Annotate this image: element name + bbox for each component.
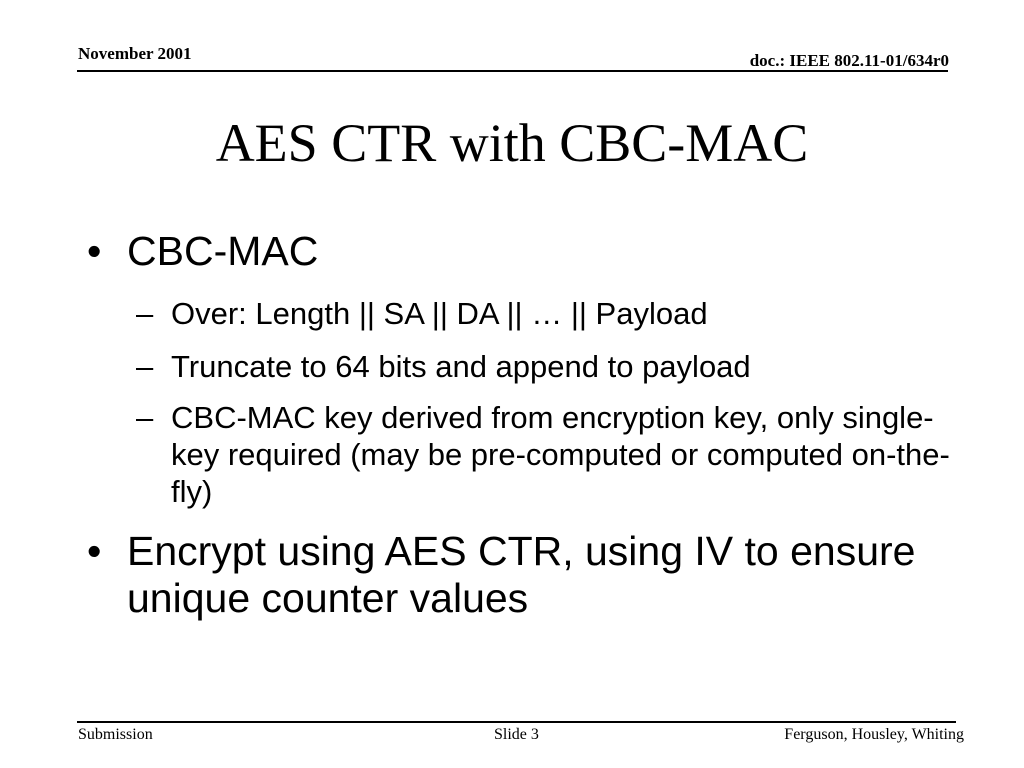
sub-bullet-item bbox=[82, 348, 962, 385]
dash-icon: – bbox=[136, 349, 154, 384]
sub-bullet-text: Truncate to 64 bits and append to payload bbox=[171, 349, 751, 384]
bullet-icon: • bbox=[87, 528, 102, 574]
bullet-icon: • bbox=[87, 228, 102, 274]
bullet-item bbox=[82, 228, 962, 275]
dash-icon: – bbox=[136, 400, 154, 435]
sub-bullet-item bbox=[82, 399, 962, 510]
bullet-list bbox=[82, 228, 962, 622]
footer-authors: Ferguson, Housley, Whiting bbox=[784, 726, 964, 743]
sub-bullet-item bbox=[82, 295, 962, 332]
bullet-text: Encrypt using AES CTR, using IV to ensure unique counter values bbox=[127, 528, 916, 621]
slide-title: AES CTR with CBC-MAC bbox=[215, 113, 809, 173]
header-divider bbox=[77, 70, 948, 72]
bullet-item bbox=[82, 528, 962, 622]
sub-bullet-text: Over: Length || SA || DA || … || Payload bbox=[171, 296, 708, 331]
footer-submission: Submission bbox=[78, 726, 153, 743]
header-doc-id: doc.: IEEE 802.11-01/634r0 bbox=[749, 51, 949, 70]
bullet-text: CBC-MAC bbox=[127, 228, 319, 274]
sub-bullet-text: CBC-MAC key derived from encryption key, only single-key required (may be pre-computed or computed on-the-fly) bbox=[171, 400, 950, 509]
footer-divider bbox=[77, 721, 956, 723]
dash-icon: – bbox=[136, 296, 154, 331]
footer-slide-number: Slide 3 bbox=[494, 726, 539, 743]
header-date: November 2001 bbox=[78, 44, 192, 63]
